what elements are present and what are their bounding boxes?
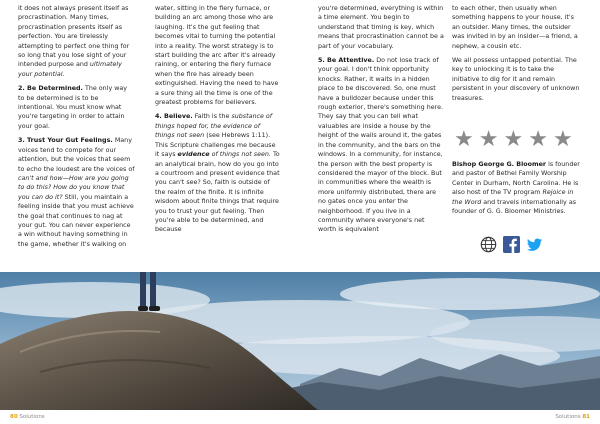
body-text: Do not lose track of your goal. I don't think opportunity knocks. Rather, it waits in a hidden place to be discovered. So, one must have a bulldozer because under this rough exterior, there's something here. They say that you can tell what valuables are inside a house by the height of the walls around it, the gates in the community, and the bars on the windows. In a community, for instance, the person with the best property is considered the mayor of the block. But in communities where the wealth is more uniformly distributed, there are no gates once you enter the neighborhood. If you live in a community where everyone's net worth is equivalent — [318, 57, 444, 234]
italic-text: ultimately your potential. — [18, 61, 122, 78]
author-name: Bishop George G. Bloomer — [452, 161, 547, 168]
star-icon: ★ — [528, 127, 548, 152]
tv-program-title: Rejoice in the Word — [452, 189, 574, 206]
body-text: Faith is the — [192, 113, 232, 121]
article-column-1 — [18, 4, 135, 254]
body-text: (see Hebrews 1:11). This Scripture challenges me because it says — [155, 132, 276, 159]
body-text: We all possess untapped potential. The key to unlocking it is to take the initiative to dig for it and remain persistent in your discovery of unknown treasures. — [452, 57, 580, 102]
body-text: Many voices tend to compete for our attention, but the voices that seem to echo the loudest are the voices of — [18, 137, 135, 173]
body-text: it does not always present itself as procrastination. Many times, procrastination presents itself as perfection. You are tirelessly attempting to perfect one thing for so long that you lose sight of your intended purpose and — [18, 5, 130, 69]
paragraph — [318, 4, 444, 51]
section-heading: 2. Be Determined. — [18, 85, 83, 93]
section-heading: 3. Trust Your Gut Feelings. — [18, 137, 113, 145]
star-icon: ★ — [478, 127, 499, 152]
paragraph — [452, 56, 582, 103]
star-icon: ★ — [454, 127, 474, 152]
paragraph — [18, 136, 135, 249]
facebook-icon[interactable] — [503, 236, 520, 253]
italic-text: can't and how—How are you going to do this? How do you know that you can do it? — [18, 174, 129, 201]
paragraph — [452, 4, 582, 51]
star-icon: ★ — [503, 127, 524, 152]
footer-right — [555, 410, 590, 424]
article-column-3 — [318, 4, 444, 240]
italic-text: of things not seen. — [209, 151, 271, 159]
section-heading: 5. Be Attentive. — [318, 57, 375, 65]
paragraph — [155, 4, 281, 107]
paragraph — [18, 4, 135, 79]
italic-text: substance of things hoped for, the evidence of things not seen — [155, 113, 273, 140]
body-text: to each other, then usually when something happens to your house, it's an outsider. Many times, the outsider was invited in by an insider—a friend, a nephew, a cousin etc. — [452, 5, 578, 50]
twitter-icon[interactable] — [526, 236, 543, 253]
bio-text: and travels internationally as founder of G. G. Bloomer Ministries. — [452, 198, 577, 216]
paragraph — [318, 56, 444, 235]
publication-name: Solutions — [555, 414, 581, 420]
page-number: 81 — [582, 414, 590, 420]
body-text: The only way to be determined is to be intentional. You must know what you're targeting in order to attain your goal. — [18, 85, 128, 130]
page-number: 80 — [10, 414, 18, 420]
star-rating — [454, 128, 573, 152]
globe-icon[interactable] — [480, 236, 497, 253]
body-text: you're determined, everything is within a time element. You begin to understand that timing is key, which means that procrastination cannot be a part of your vocabulary. — [318, 5, 444, 50]
mountain-photo — [0, 272, 600, 410]
bio-text: is founder and pastor of Bethel Family Worship Center in Durham, North Carolina. He is also host of the TV program — [452, 161, 580, 197]
author-bio — [452, 160, 584, 216]
footer-left — [10, 410, 45, 424]
paragraph — [155, 112, 281, 234]
body-text: To an analytical brain, how do you go into a courtroom and present evidence that you can't see? So, faith is outside of the realm of the finite. It is infinite wisdom about finite things that require you to trust your gut feeling. Then you're able to be determined, and because — [155, 151, 280, 234]
paragraph — [18, 84, 135, 131]
article-column-4 — [452, 4, 582, 108]
body-text: water, sitting in the fiery furnace, or building an arc among those who are laughing. It's the gut feeling that becomes vital to turning the potential into a reality. The worst strategy is to start building the arc after it's already raining, or entering the fiery furnace when the fire has already been extinguished. Having the need to have a sure thing all the time is one of the greatest problems for believers. — [155, 5, 279, 107]
social-icons — [480, 236, 543, 253]
publication-name: Solutions — [19, 414, 45, 420]
article-column-2 — [155, 4, 281, 240]
body-text: Still, you maintain a feeling inside that you must achieve the goal that continues to nag at your gut. You can never experience a win without having something in the game, whether it's walking on — [18, 193, 134, 248]
section-heading: 4. Believe. — [155, 113, 193, 121]
bold-italic-text: evidence — [177, 151, 210, 159]
star-icon: ★ — [552, 127, 573, 152]
